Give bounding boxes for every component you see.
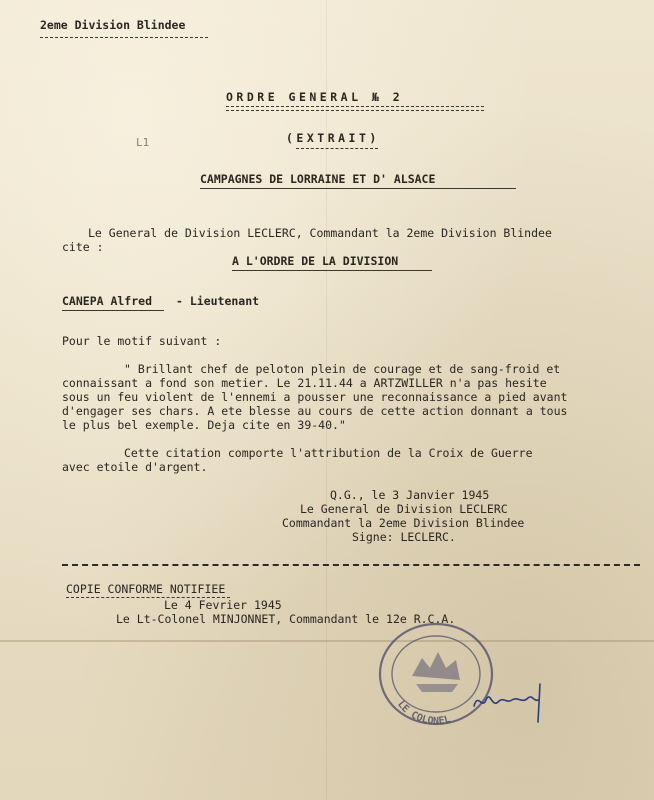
motif-label: Pour le motif suivant : [62, 334, 222, 348]
place-date: Q.G., le 3 Janvier 1945 [330, 488, 490, 502]
officer-name: CANEPA Alfred [62, 294, 153, 308]
intro-cite: cite : [62, 240, 104, 254]
handwritten-signature [468, 670, 558, 730]
signature-line: Le General de Division LECLERC [300, 502, 508, 516]
svg-text:LE COLONEL [395, 699, 452, 727]
copy-signatory: Le Lt-Colonel MINJONNET, Commandant le 12e R.C.A. [116, 612, 456, 626]
attribution-line: avec etoile d'argent. [62, 460, 208, 474]
campaigns-title: CAMPAGNES DE LORRAINE ET D' ALSACE [200, 172, 436, 186]
copy-certified: COPIE CONFORME NOTIFIEE [66, 582, 226, 596]
intro-line: Le General de Division LECLERC, Commandant la 2eme Division Blindee [88, 226, 552, 240]
citation-line: le plus bel exemple. Deja cite en 39-40." [62, 418, 346, 432]
officer-rank: - Lieutenant [176, 294, 260, 308]
citation-line: sous un feu violent de l'ennemi a pousser une reconnaissance a pied avant [62, 390, 568, 404]
order-of-division: A L'ORDRE DE LA DIVISION [232, 254, 399, 268]
fold-crease [0, 640, 654, 642]
signed-by: Signe: LECLERC. [352, 530, 456, 544]
attribution-line: Cette citation comporte l'attribution de la Croix de Guerre [124, 446, 533, 460]
signature-line: Commandant la 2eme Division Blindee [282, 516, 525, 530]
officer-name-underline [62, 310, 164, 311]
division-header-underline [40, 37, 208, 38]
campaigns-underline [200, 188, 516, 189]
stamp-text: LE COLONEL [394, 699, 452, 728]
order-of-division-underline [232, 270, 432, 271]
extract-label: (EXTRAIT) [286, 131, 380, 145]
extract-underline [296, 148, 378, 149]
citation-line: " Brillant chef de peloton plein de courage et de sang-froid et [124, 362, 561, 376]
order-title-underline [226, 106, 484, 111]
citation-line: d'engager ses chars. A ete blesse au cours de cette action donnant a tous [62, 404, 568, 418]
order-title: ORDRE GENERAL № 2 [226, 90, 404, 104]
citation-line: connaissant a fond son metier. Le 21.11.44 a ARTZWILLER n'a pas hesite [62, 376, 547, 390]
margin-mark: L1 [136, 136, 150, 149]
section-separator [62, 564, 640, 566]
division-header: 2eme Division Blindee [40, 18, 186, 32]
copy-date: Le 4 Fevrier 1945 [164, 598, 282, 612]
